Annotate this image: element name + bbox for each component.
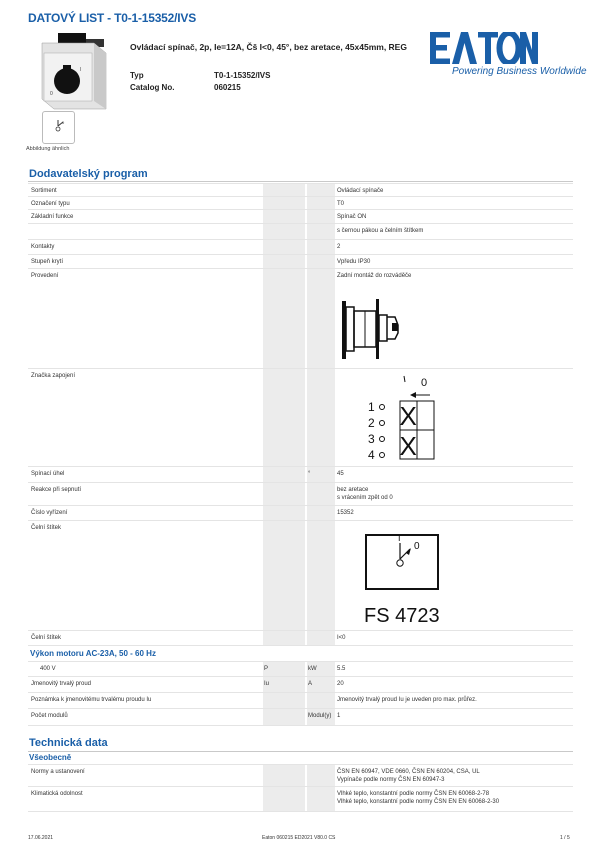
table-row: Normy a ustanovení ČSN EN 60947, VDE 0660, ČSN EN 60204, CSA, UL Vypínače podle normy ČSN EN 60947-3 (28, 764, 573, 787)
type-label: Typ (130, 71, 144, 80)
svg-text:3: 3 (368, 432, 375, 446)
catalog-value: 060215 (214, 83, 241, 92)
table-row: 400 V P kW 5.5 (28, 661, 573, 677)
table-row-heading (28, 645, 573, 662)
motor-power-title: Výkon motoru AC-23A, 50 - 60 Hz (30, 649, 156, 658)
table-row: Označení typu T0 (28, 196, 573, 210)
svg-text:I: I (398, 533, 401, 543)
table-row: Klimatická odolnost Vlhké teplo, konstantní podle normy ČSN EN 60068-2-78 Vlhké teplo, konstantní podle normy ČSN EN EN 60068-2-30 (28, 786, 573, 812)
contact-diagram (364, 373, 438, 463)
svg-text:1: 1 (368, 400, 375, 414)
type-value: T0-1-15352/IVS (214, 71, 271, 80)
faceplate-drawing (334, 525, 454, 629)
table-row: Kontakty 2 (28, 239, 573, 255)
svg-text:0: 0 (421, 377, 428, 389)
table-row: Reakce při sepnutí bez aretace s vrácením zpět od 0 (28, 482, 573, 506)
svg-text:X: X (399, 431, 417, 461)
svg-text:X: X (399, 401, 417, 431)
section-divider (28, 181, 573, 182)
footer-date: 17.06.2021 (28, 835, 54, 841)
table-row: Jmenovitý trvalý proud Iu A 20 (28, 676, 573, 693)
table-row: Čelní štítek I<0 (28, 630, 573, 646)
table-row: Sortiment Ovládací spínače (28, 183, 573, 197)
table-row: Provedení Zadní montáž do rozváděče (28, 268, 573, 369)
document-title: DATOVÝ LIST - T0-1-15352/IVS (28, 11, 197, 25)
rear-mounting-drawing (340, 291, 420, 361)
general-subtitle: Všeobecně (29, 753, 72, 762)
table-row: Čelní štítek I 0 FS 4723 (28, 520, 573, 631)
product-description: Ovládací spínač, 2p, Ie=12A, Čš I<0, 45°, bez aretace, 45x45mm, REG (130, 42, 407, 52)
svg-text:0: 0 (62, 120, 65, 125)
table-row: Poznámka k jmenovitému trvalému proudu Iu Jmenovitý trvalý proud Iu je uveden pro max. průřez. (28, 692, 573, 709)
table-row: Číslo vyřízení 15352 (28, 505, 573, 521)
function-symbol-icon (42, 111, 75, 144)
table-row: Základní funkce Spínač ON (28, 209, 573, 224)
svg-text:FS 4723: FS 4723 (364, 605, 440, 627)
table-row: Značka zapojení 0 X X 1 2 3 4 (28, 368, 573, 467)
brand-tagline: Powering Business Worldwide (452, 66, 587, 77)
svg-text:0: 0 (50, 91, 53, 97)
table-row: s černou pákou a čelním štítkem (28, 223, 573, 240)
product-image (36, 31, 110, 111)
table-row: Stupeň krytí Vpředu IP30 (28, 254, 573, 269)
footer-doc-id: Eaton 060215 ED2021 V80.0 CS (262, 835, 336, 841)
footer-page-number: 1 / 5 (560, 835, 570, 841)
table-row: Spínací úhel ° 45 (28, 466, 573, 483)
section-divider (28, 751, 573, 752)
table-row: Počet modulů Modul(y) 1 (28, 708, 573, 726)
section-title-technical-data: Technická data (29, 737, 108, 749)
svg-text:0: 0 (414, 541, 420, 552)
svg-text:4: 4 (368, 448, 375, 462)
svg-text:I: I (80, 67, 82, 73)
image-caption: Abbildung ähnlich (26, 146, 70, 152)
section-title-supplier-program: Dodavatelský program (29, 168, 148, 180)
eaton-logo (430, 32, 538, 64)
catalog-label: Catalog No. (130, 83, 175, 92)
svg-text:2: 2 (368, 416, 375, 430)
